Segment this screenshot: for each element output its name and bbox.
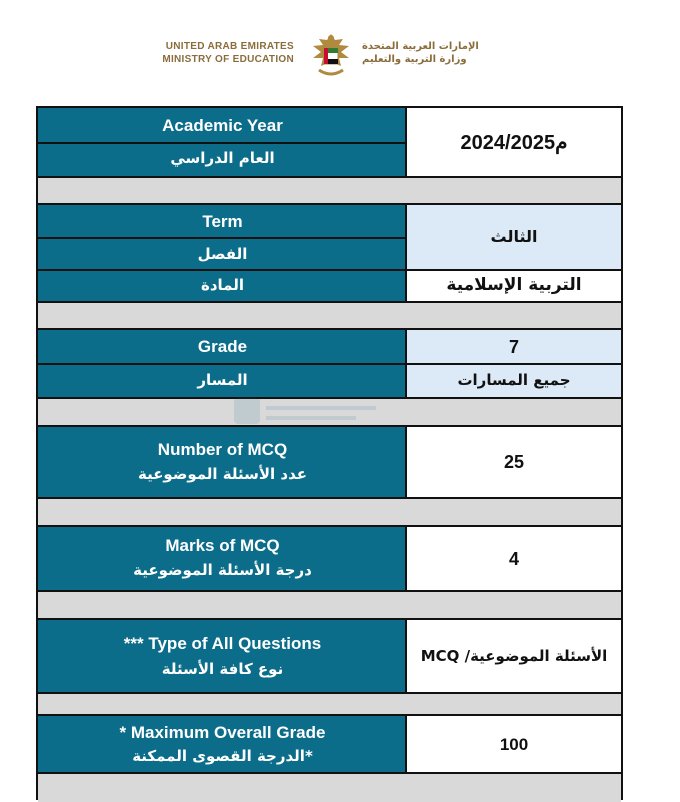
label-mcq-number-ar: عدد الأسئلة الموضوعية bbox=[137, 465, 308, 483]
row-academic-year bbox=[38, 108, 621, 176]
ministry-header bbox=[0, 0, 680, 105]
uae-emblem-icon bbox=[305, 30, 357, 82]
value-max-grade: 100 bbox=[499, 735, 529, 754]
row-grade bbox=[38, 330, 621, 363]
row-max-grade bbox=[38, 716, 621, 772]
label-question-type-en: *** Type of All Questions bbox=[123, 634, 322, 653]
value-track: جميع المسارات bbox=[457, 371, 571, 389]
separator-row bbox=[38, 303, 621, 328]
label-question-type-ar: نوع كافة الأسئلة bbox=[161, 660, 284, 678]
separator-row bbox=[38, 499, 621, 525]
row-track bbox=[38, 365, 621, 397]
label-academic-year-en: Academic Year bbox=[162, 116, 283, 135]
row-mcq-marks bbox=[38, 527, 621, 590]
label-subject-ar: المادة bbox=[200, 276, 244, 294]
country-name-ar: الإمارات العربية المتحدة bbox=[362, 41, 479, 52]
row-subject bbox=[38, 271, 621, 301]
ministry-name-english bbox=[100, 40, 294, 66]
value-question-type: الأسئلة الموضوعية/ MCQ bbox=[420, 647, 608, 665]
exam-info-table bbox=[36, 106, 623, 800]
label-term-ar: الفصل bbox=[197, 245, 248, 263]
label-max-grade-ar: *الدرجة القصوى الممكنة bbox=[132, 747, 313, 765]
label-cell bbox=[38, 427, 407, 497]
value-subject: التربية الإسلامية bbox=[446, 275, 582, 295]
separator-row bbox=[38, 774, 621, 802]
label-grade-en: Grade bbox=[197, 337, 248, 356]
ministry-name-ar: وزارة التربية والتعليم bbox=[362, 54, 467, 65]
label-cell bbox=[38, 620, 407, 692]
label-academic-year-ar: العام الدراسي bbox=[170, 149, 275, 167]
separator-row bbox=[38, 592, 621, 618]
ministry-name-en: MINISTRY OF EDUCATION bbox=[162, 54, 294, 65]
label-max-grade-en: * Maximum Overall Grade bbox=[119, 723, 326, 742]
label-mcq-marks-ar: درجة الأسئلة الموضوعية bbox=[133, 561, 312, 579]
value-mcq-marks: 4 bbox=[508, 549, 519, 569]
label-mcq-number-en: Number of MCQ bbox=[157, 440, 288, 459]
value-mcq-number: 25 bbox=[503, 452, 525, 472]
label-term-en: Term bbox=[202, 212, 243, 231]
ministry-name-arabic bbox=[362, 40, 572, 66]
row-question-type bbox=[38, 620, 621, 692]
value-academic-year: 2024/2025م bbox=[460, 132, 568, 154]
country-name-en: UNITED ARAB EMIRATES bbox=[165, 41, 294, 52]
row-term bbox=[38, 205, 621, 269]
value-grade: 7 bbox=[508, 337, 519, 357]
separator-row bbox=[38, 694, 621, 714]
separator-row bbox=[38, 178, 621, 203]
row-mcq-number bbox=[38, 427, 621, 497]
separator-row bbox=[38, 399, 621, 425]
label-track-ar: المسار bbox=[197, 371, 248, 389]
label-mcq-marks-en: Marks of MCQ bbox=[165, 536, 280, 555]
value-term: الثالث bbox=[490, 227, 538, 246]
